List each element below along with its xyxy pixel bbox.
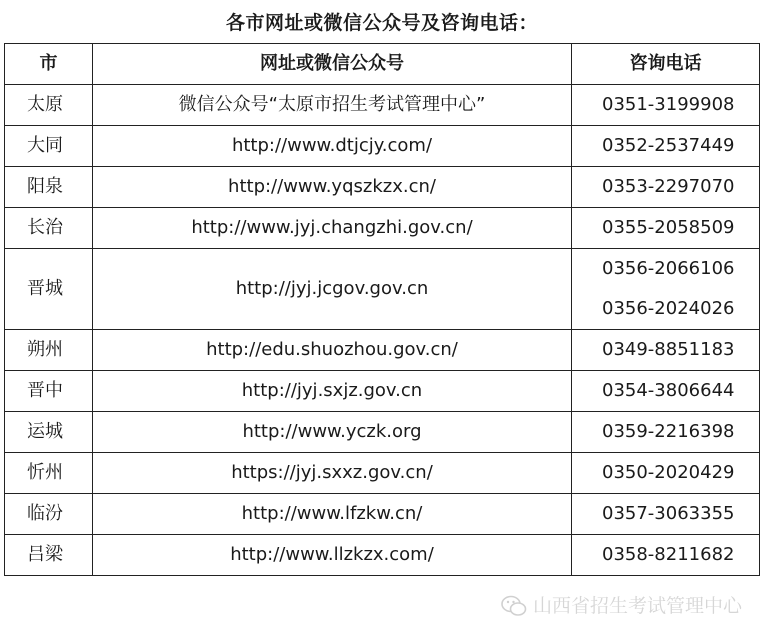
- site-cell: 微信公众号“太原市招生考试管理中心”: [93, 85, 572, 126]
- table-row: [5, 249, 760, 330]
- site-cell: http://www.lfzkw.cn/: [93, 494, 572, 535]
- site-cell: http://www.jyj.changzhi.gov.cn/: [93, 208, 572, 249]
- header-phone: 咨询电话: [572, 44, 760, 85]
- site-cell: http://jyj.sxjz.gov.cn: [93, 371, 572, 412]
- table-row: [5, 85, 760, 126]
- city-cell: 吕梁: [5, 535, 93, 576]
- phone-number: 0358-8211682: [602, 544, 735, 565]
- city-cell: 晋中: [5, 371, 93, 412]
- city-cell: 临汾: [5, 494, 93, 535]
- table-row: [5, 453, 760, 494]
- phone-cell: [572, 412, 760, 453]
- watermark: [501, 594, 742, 618]
- site-cell: http://www.yqszkzx.cn/: [93, 167, 572, 208]
- city-cell: 大同: [5, 126, 93, 167]
- city-cell: 阳泉: [5, 167, 93, 208]
- phone-number: 0357-3063355: [602, 503, 735, 524]
- phone-number: 0350-2020429: [602, 462, 735, 483]
- phone-number: 0354-3806644: [602, 380, 735, 401]
- phone-cell: [572, 494, 760, 535]
- site-cell: http://www.yczk.org: [93, 412, 572, 453]
- city-cell: 太原: [5, 85, 93, 126]
- wechat-icon: [501, 595, 527, 617]
- header-city: 市: [5, 44, 93, 85]
- table-row: [5, 535, 760, 576]
- phone-number: 0359-2216398: [602, 421, 735, 442]
- city-cell: 朔州: [5, 330, 93, 371]
- site-cell: http://www.llzkzx.com/: [93, 535, 572, 576]
- site-cell: https://jyj.sxxz.gov.cn/: [93, 453, 572, 494]
- phone-number: 0353-2297070: [602, 176, 735, 197]
- table-row: [5, 371, 760, 412]
- phone-number: 0352-2537449: [602, 135, 735, 156]
- table-header-row: [5, 44, 760, 85]
- site-cell: http://jyj.jcgov.gov.cn: [93, 249, 572, 330]
- city-cell: 长治: [5, 208, 93, 249]
- phone-cell: [572, 126, 760, 167]
- table-row: [5, 412, 760, 453]
- contacts-table: [4, 43, 760, 576]
- phone-cell: [572, 249, 760, 330]
- phone-cell: [572, 330, 760, 371]
- page-title: 各市网址或微信公众号及咨询电话：: [225, 12, 538, 34]
- city-cell: 晋城: [5, 249, 93, 330]
- table-row: [5, 126, 760, 167]
- phone-number: 0356-2024026: [602, 298, 735, 319]
- site-cell: http://edu.shuozhou.gov.cn/: [93, 330, 572, 371]
- table-row: [5, 330, 760, 371]
- table-row: [5, 208, 760, 249]
- phone-number: 0356-2066106: [602, 258, 735, 279]
- phone-cell: [572, 535, 760, 576]
- site-cell: http://www.dtjcjy.com/: [93, 126, 572, 167]
- phone-number: 0355-2058509: [602, 217, 735, 238]
- city-cell: 忻州: [5, 453, 93, 494]
- phone-number: 0349-8851183: [602, 339, 735, 360]
- phone-cell: [572, 167, 760, 208]
- phone-cell: [572, 371, 760, 412]
- header-site: 网址或微信公众号: [93, 44, 572, 85]
- phone-cell: [572, 453, 760, 494]
- city-cell: 运城: [5, 412, 93, 453]
- table-row: [5, 494, 760, 535]
- table-row: [5, 167, 760, 208]
- phone-cell: [572, 208, 760, 249]
- phone-cell: [572, 85, 760, 126]
- phone-number: 0351-3199908: [602, 94, 735, 115]
- watermark-text: 山西省招生考试管理中心: [532, 595, 742, 617]
